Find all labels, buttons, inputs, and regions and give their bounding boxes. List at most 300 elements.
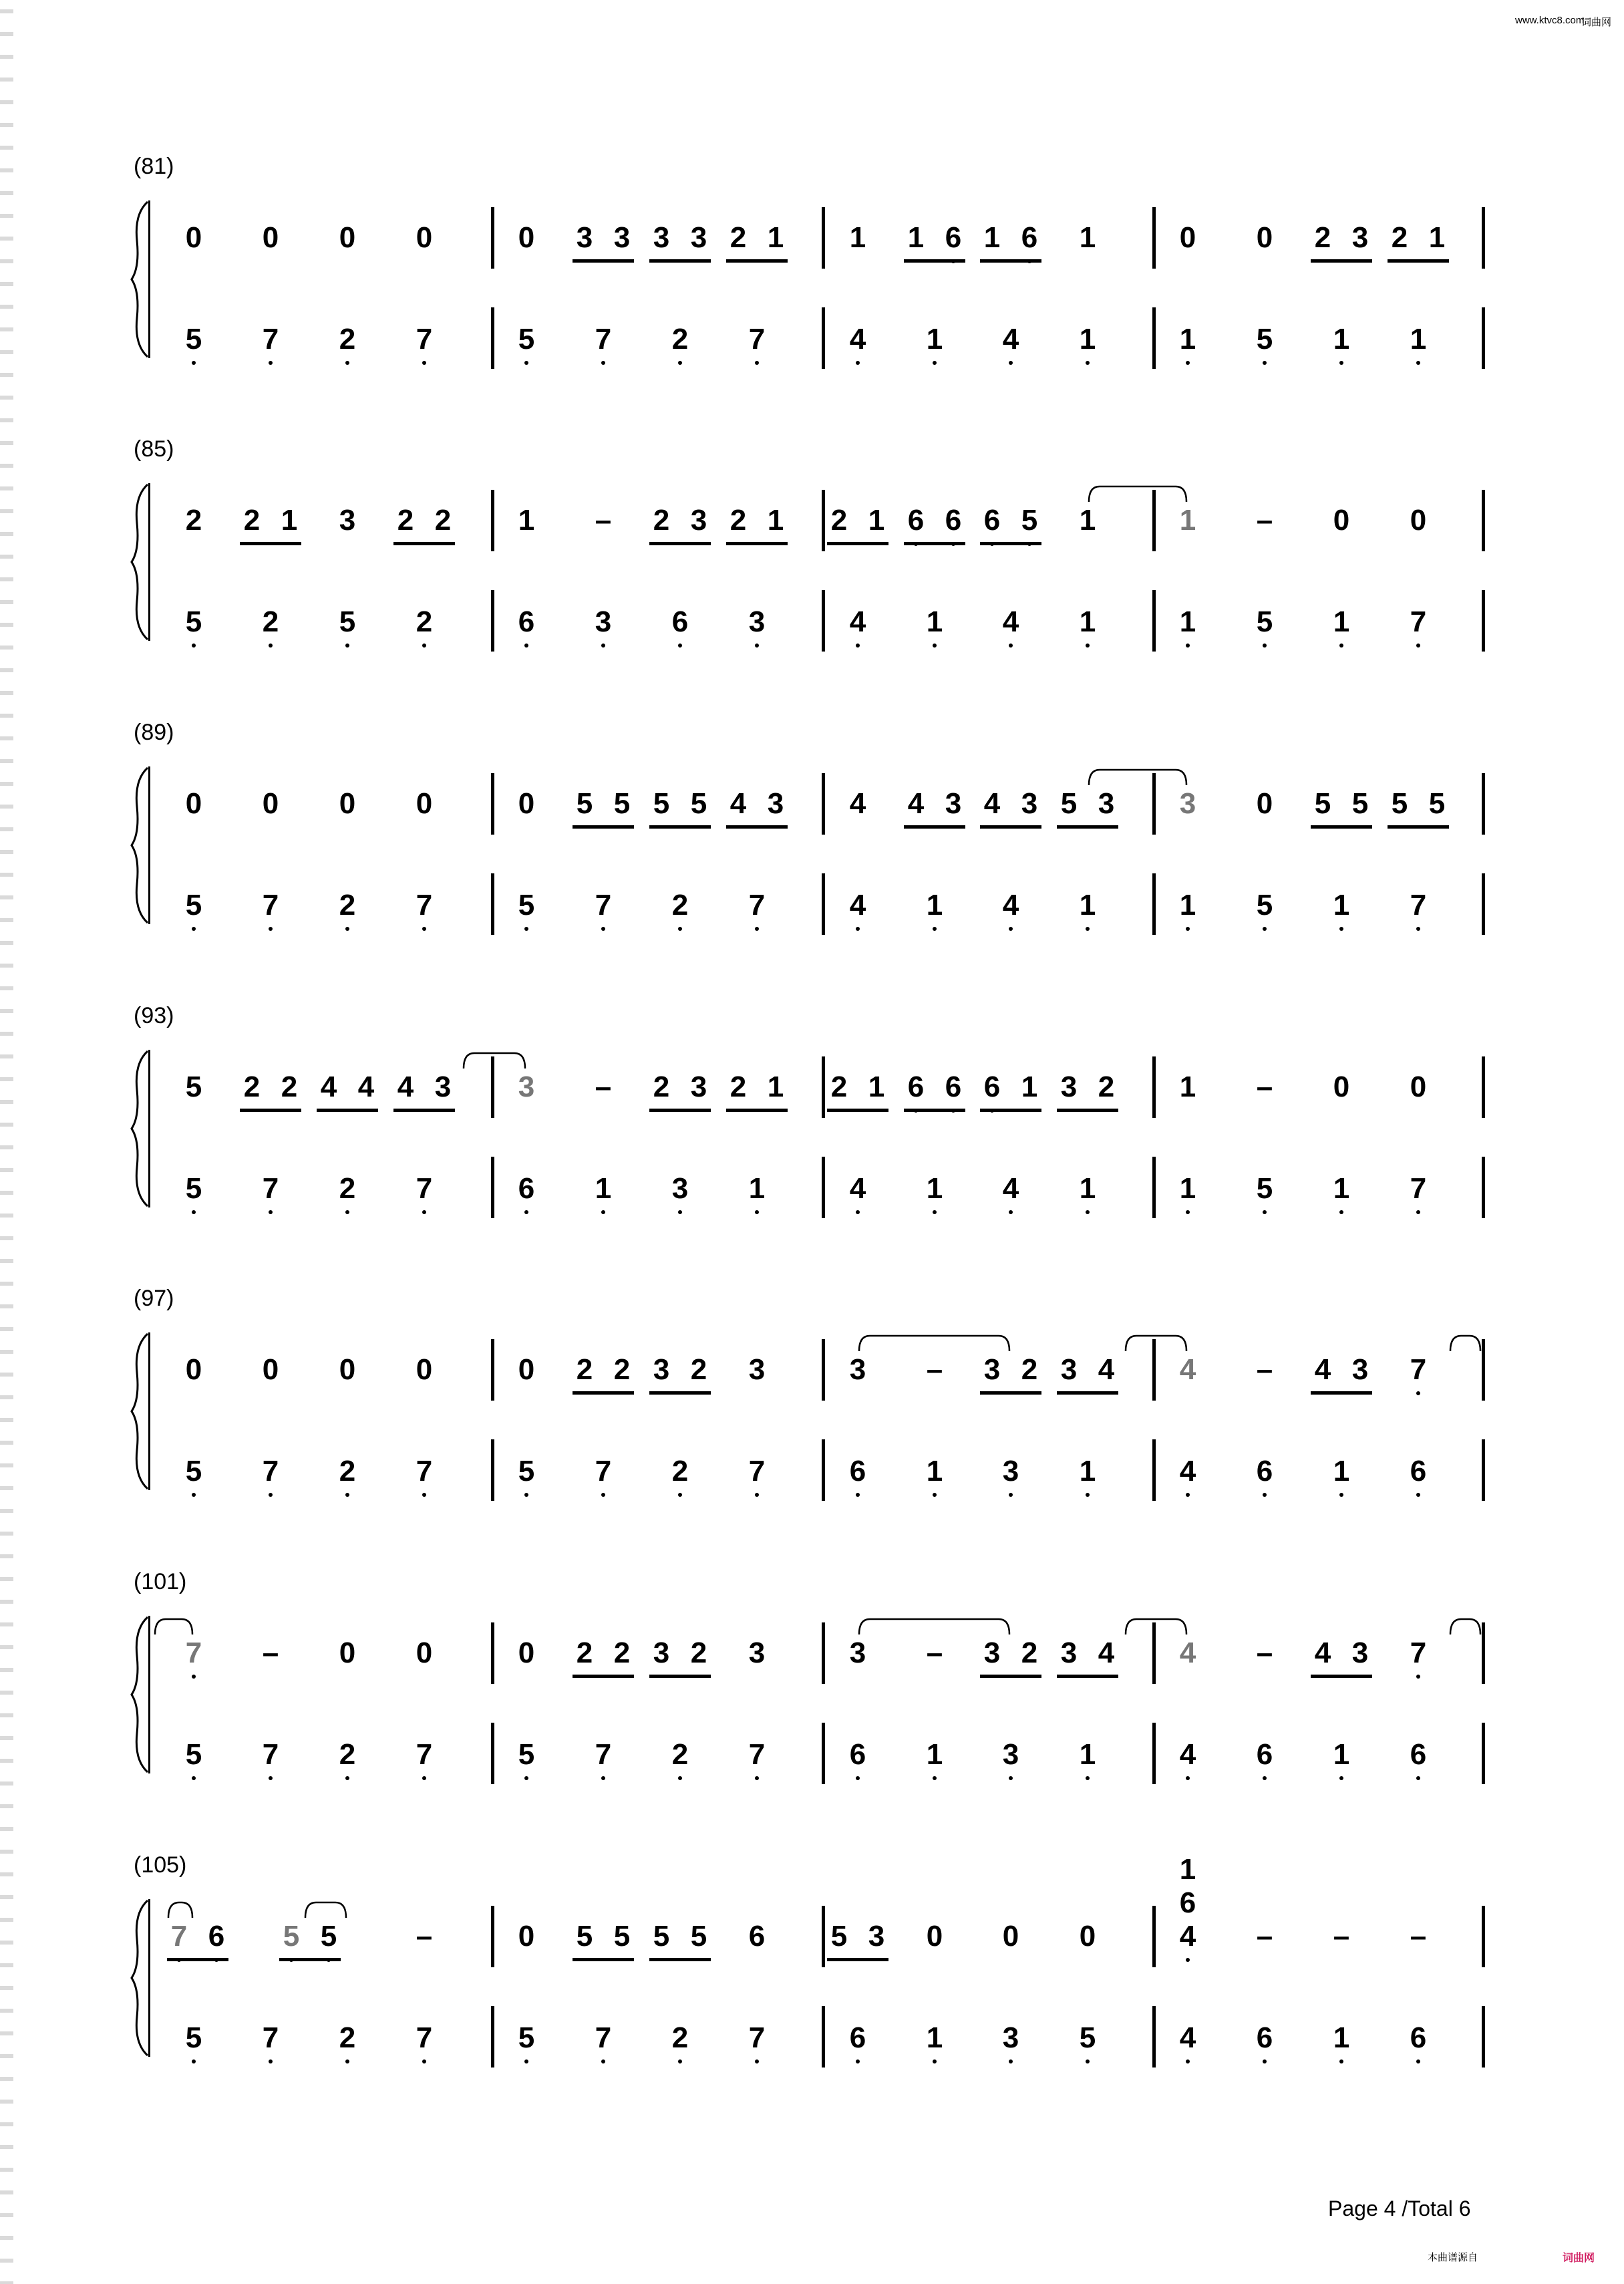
low-octave-dot	[1339, 1210, 1343, 1214]
note: 4	[320, 1070, 337, 1103]
low-octave-dot	[192, 927, 196, 931]
note: 4	[849, 1172, 866, 1205]
note: 6	[907, 1070, 925, 1103]
beam-underline	[279, 1958, 341, 1961]
low-octave-dot	[1009, 1776, 1013, 1780]
note: 1	[926, 1738, 943, 1771]
note: 1	[868, 1070, 885, 1103]
note: 0	[339, 787, 356, 820]
note: 1	[767, 1070, 784, 1103]
note: 2	[830, 1070, 848, 1103]
note: 2	[243, 1070, 261, 1103]
low-octave-dot	[1416, 1675, 1420, 1679]
note: 7	[748, 1455, 766, 1487]
low-octave-dot	[1186, 1210, 1190, 1214]
note: 2	[671, 2021, 689, 2054]
note: 2	[653, 504, 670, 537]
note: 3	[339, 504, 356, 537]
note: 4	[849, 323, 866, 355]
note: 1	[1333, 2021, 1350, 2054]
note: 5	[185, 1738, 202, 1771]
note: 2	[1021, 1353, 1038, 1386]
note: 4	[1002, 889, 1019, 921]
measure-number: (93)	[134, 1003, 174, 1028]
note: 2	[185, 504, 202, 537]
low-octave-dot	[1263, 1776, 1267, 1780]
low-octave-dot	[1086, 1776, 1090, 1780]
note: 3	[653, 221, 670, 254]
barline	[1482, 873, 1485, 935]
system-brace	[130, 766, 150, 924]
low-octave-dot	[345, 1776, 349, 1780]
note: 5	[185, 323, 202, 355]
note: 6	[518, 1172, 535, 1205]
note: 7	[416, 2021, 433, 2054]
low-octave-dot	[678, 1210, 682, 1214]
low-octave-dot	[345, 361, 349, 365]
beam-underline	[393, 1109, 455, 1112]
note: 5	[518, 1738, 535, 1771]
barline	[822, 1157, 825, 1218]
dash: –	[1256, 504, 1273, 537]
barline	[822, 307, 825, 369]
measure-number: (105)	[134, 1852, 187, 1878]
note: 3	[748, 1636, 766, 1669]
note: 2	[576, 1636, 593, 1669]
beam-underline	[573, 1675, 634, 1678]
beam-underline	[904, 542, 965, 545]
barline	[1152, 207, 1156, 269]
note: 2	[830, 504, 848, 537]
barline	[491, 1723, 494, 1784]
beam-underline	[827, 1958, 888, 1961]
note: 2	[671, 889, 689, 921]
dash: –	[1410, 1920, 1427, 1953]
note: 5	[613, 1920, 631, 1953]
note: 0	[1256, 221, 1273, 254]
barline	[822, 773, 825, 835]
note: 3	[613, 221, 631, 254]
note: 1	[849, 221, 866, 254]
note: 5	[1428, 787, 1446, 820]
low-octave-dot	[422, 1776, 426, 1780]
note: 5	[830, 1920, 848, 1953]
note: 5	[1079, 2021, 1096, 2054]
barline	[1482, 307, 1485, 369]
low-octave-dot	[524, 1493, 528, 1497]
note: 1	[1333, 323, 1350, 355]
note: 7	[1410, 1636, 1427, 1669]
note: 7	[262, 1172, 279, 1205]
barline	[1482, 590, 1485, 652]
low-octave-dot	[1339, 927, 1343, 931]
low-octave-dot	[1086, 2059, 1090, 2063]
dash: –	[595, 1070, 612, 1103]
note: 6	[671, 605, 689, 638]
note: 2	[690, 1353, 707, 1386]
note: 1	[518, 504, 535, 537]
beam-underline	[649, 542, 711, 545]
note: 4	[1179, 1636, 1196, 1669]
note: 7	[262, 1455, 279, 1487]
low-octave-dot	[601, 361, 605, 365]
low-octave-dot	[192, 1493, 196, 1497]
low-octave-dot	[1263, 927, 1267, 931]
note: 7	[1410, 1353, 1427, 1386]
low-octave-dot	[345, 1210, 349, 1214]
note: 2	[339, 2021, 356, 2054]
barline	[822, 590, 825, 652]
low-octave-dot	[345, 2059, 349, 2063]
note: 1	[1179, 1172, 1196, 1205]
note: 1	[907, 221, 925, 254]
beam-underline	[827, 542, 888, 545]
note: 1	[1179, 889, 1196, 921]
note: 1	[1079, 504, 1096, 537]
note: 5	[1021, 504, 1038, 537]
low-octave-dot	[1009, 2059, 1013, 2063]
note: 2	[243, 504, 261, 537]
note: 0	[1410, 504, 1427, 537]
note: 5	[1256, 1172, 1273, 1205]
low-octave-dot	[269, 927, 273, 931]
note: 7	[595, 323, 612, 355]
dash: –	[1256, 1636, 1273, 1669]
note: 7	[1410, 889, 1427, 921]
note: 0	[1002, 1920, 1019, 1953]
note: 1	[983, 221, 1001, 254]
low-octave-dot	[755, 2059, 759, 2063]
note: 2	[653, 1070, 670, 1103]
note: 7	[595, 2021, 612, 2054]
note: 1	[1333, 1455, 1350, 1487]
note: 3	[518, 1070, 535, 1103]
note: 2	[671, 1738, 689, 1771]
barline	[491, 207, 494, 269]
note: 1	[1079, 221, 1096, 254]
low-octave-dot	[1416, 1391, 1420, 1395]
beam-underline	[240, 1109, 301, 1112]
note: 4	[1179, 1738, 1196, 1771]
tie-arc	[1124, 1617, 1188, 1636]
note: 4	[849, 889, 866, 921]
note: 0	[1333, 504, 1350, 537]
note: 4	[1314, 1636, 1331, 1669]
note: 6	[945, 1070, 962, 1103]
dash: –	[1256, 1920, 1273, 1953]
low-octave-dot	[755, 1493, 759, 1497]
note: 0	[262, 221, 279, 254]
note: 1	[1079, 889, 1096, 921]
note: 5	[1314, 787, 1331, 820]
note: 5	[185, 889, 202, 921]
dash: –	[1333, 1920, 1350, 1953]
note: 5	[576, 1920, 593, 1953]
low-octave-dot	[1009, 1210, 1013, 1214]
tie-arc	[1088, 484, 1188, 503]
note: 0	[416, 1636, 433, 1669]
note: 1	[868, 504, 885, 537]
note: 5	[185, 1070, 202, 1103]
barline	[1152, 1157, 1156, 1218]
note: 4	[1179, 1353, 1196, 1386]
note: 4	[1002, 323, 1019, 355]
note: 4	[729, 787, 747, 820]
barline	[1482, 1056, 1485, 1118]
beam-underline	[980, 1391, 1041, 1395]
note: 3	[1179, 787, 1196, 820]
note: 3	[1060, 1636, 1078, 1669]
footer-site-name: 词曲网	[1563, 2253, 1595, 2264]
low-octave-dot	[856, 1493, 860, 1497]
low-octave-dot	[524, 2059, 528, 2063]
beam-underline	[726, 259, 788, 263]
barline	[1482, 1906, 1485, 1967]
dash: –	[926, 1636, 943, 1669]
barline	[1482, 1157, 1485, 1218]
note: 3	[1351, 1636, 1369, 1669]
system-brace	[130, 200, 150, 358]
site-name: 词曲网	[1581, 17, 1612, 28]
note: 3	[653, 1636, 670, 1669]
note: 3	[1002, 1455, 1019, 1487]
low-octave-dot	[678, 2059, 682, 2063]
low-octave-dot	[1086, 927, 1090, 931]
note: 3	[690, 504, 707, 537]
low-octave-dot	[1009, 361, 1013, 365]
low-octave-dot	[1186, 1493, 1190, 1497]
beam-underline	[573, 259, 634, 263]
low-octave-dot	[856, 1210, 860, 1214]
low-octave-dot	[601, 1776, 605, 1780]
low-octave-dot	[192, 1776, 196, 1780]
note: 3	[595, 605, 612, 638]
note: 6	[1256, 1738, 1273, 1771]
low-octave-dot	[1339, 2059, 1343, 2063]
note: 1	[1079, 1455, 1096, 1487]
tie-arc	[167, 1900, 194, 1919]
beam-underline	[649, 259, 711, 263]
note: 4	[1098, 1353, 1115, 1386]
note: 3	[1351, 221, 1369, 254]
note: 7	[595, 1738, 612, 1771]
note: 7	[748, 1738, 766, 1771]
low-octave-dot	[422, 927, 426, 931]
note: 5	[185, 1172, 202, 1205]
barline	[1482, 207, 1485, 269]
low-octave-dot	[1086, 644, 1090, 648]
low-octave-dot	[1416, 644, 1420, 648]
low-octave-dot	[601, 1493, 605, 1497]
low-octave-dot	[1186, 1776, 1190, 1780]
note: 4	[397, 1070, 414, 1103]
note: 7	[595, 1455, 612, 1487]
low-octave-dot	[524, 361, 528, 365]
note: 0	[185, 221, 202, 254]
beam-underline	[240, 542, 301, 545]
low-octave-dot	[1263, 1210, 1267, 1214]
system-brace	[130, 1050, 150, 1207]
note: 7	[748, 2021, 766, 2054]
note: 3	[748, 605, 766, 638]
tie-arc	[462, 1051, 526, 1070]
low-octave-dot	[269, 1776, 273, 1780]
note: 1	[748, 1172, 766, 1205]
note: 5	[339, 605, 356, 638]
low-octave-dot	[192, 361, 196, 365]
beam-underline	[1311, 825, 1372, 829]
note: 2	[339, 1738, 356, 1771]
note: 5	[185, 1455, 202, 1487]
note: 0	[518, 787, 535, 820]
note: 7	[262, 1738, 279, 1771]
note: 2	[1314, 221, 1331, 254]
note: 3	[767, 787, 784, 820]
low-octave-dot	[345, 927, 349, 931]
note: 5	[576, 787, 593, 820]
tie-arc	[858, 1334, 1011, 1352]
beam-underline	[904, 259, 965, 263]
note: 5	[283, 1920, 300, 1953]
note: 6	[849, 2021, 866, 2054]
low-octave-dot	[422, 2059, 426, 2063]
low-octave-dot	[601, 644, 605, 648]
dash: –	[262, 1636, 279, 1669]
note: 2	[434, 504, 452, 537]
low-octave-dot	[933, 361, 937, 365]
barline	[1152, 307, 1156, 369]
barline	[822, 1439, 825, 1501]
note: 3	[1060, 1070, 1078, 1103]
low-octave-dot	[524, 644, 528, 648]
low-octave-dot	[933, 1210, 937, 1214]
dash: –	[1256, 1070, 1273, 1103]
note: 2	[690, 1636, 707, 1669]
note: 6	[208, 1920, 225, 1953]
beam-underline	[726, 825, 788, 829]
note: 0	[1179, 221, 1196, 254]
barline	[491, 2006, 494, 2067]
tie-arc	[1088, 768, 1188, 787]
low-octave-dot	[1009, 1493, 1013, 1497]
low-octave-dot	[422, 1210, 426, 1214]
barline	[1152, 590, 1156, 652]
low-octave-dot	[192, 644, 196, 648]
note: 3	[671, 1172, 689, 1205]
note: 5	[653, 787, 670, 820]
note: 0	[416, 1353, 433, 1386]
note: 6	[1021, 221, 1038, 254]
dash: –	[595, 504, 612, 537]
note: 1	[1079, 1738, 1096, 1771]
note: 0	[518, 1920, 535, 1953]
barline	[491, 490, 494, 551]
low-octave-dot	[856, 1776, 860, 1780]
barline	[1152, 1056, 1156, 1118]
note: 2	[576, 1353, 593, 1386]
note: 6	[945, 504, 962, 537]
tie-arc	[1124, 1334, 1188, 1352]
low-octave-dot	[755, 644, 759, 648]
low-octave-dot	[601, 1210, 605, 1214]
beam-underline	[980, 1675, 1041, 1678]
note: 1	[1333, 1738, 1350, 1771]
barline	[1152, 1439, 1156, 1501]
beam-underline	[1311, 1675, 1372, 1678]
note: 2	[671, 323, 689, 355]
note: 3	[690, 221, 707, 254]
note: 2	[339, 323, 356, 355]
beam-underline	[726, 1109, 788, 1112]
beam-underline	[726, 542, 788, 545]
barline	[491, 1622, 494, 1684]
barline	[491, 773, 494, 835]
note: 3	[868, 1920, 885, 1953]
low-octave-dot	[269, 2059, 273, 2063]
barline	[491, 873, 494, 935]
low-octave-dot	[678, 361, 682, 365]
note: 2	[613, 1636, 631, 1669]
note: 7	[416, 1738, 433, 1771]
beam-underline	[649, 1958, 711, 1961]
note: 4	[849, 787, 866, 820]
barline	[822, 207, 825, 269]
barline	[1482, 1622, 1485, 1684]
low-octave-dot	[933, 1776, 937, 1780]
note: 1	[1179, 323, 1196, 355]
barline	[1482, 490, 1485, 551]
note: 7	[262, 323, 279, 355]
note: 2	[729, 1070, 747, 1103]
note: 6	[1256, 1455, 1273, 1487]
note: 5	[1351, 787, 1369, 820]
low-octave-dot	[678, 927, 682, 931]
note: 4	[1098, 1636, 1115, 1669]
note: 0	[1079, 1920, 1096, 1953]
system-brace	[130, 1899, 150, 2057]
note: 0	[185, 787, 202, 820]
low-octave-dot	[1086, 1493, 1090, 1497]
note: 5	[518, 889, 535, 921]
note: 3	[945, 787, 962, 820]
note: 3	[576, 221, 593, 254]
beam-underline	[904, 825, 965, 829]
barline	[491, 307, 494, 369]
note: 6	[518, 605, 535, 638]
barline	[822, 1622, 825, 1684]
barline	[1482, 1439, 1485, 1501]
note: 7	[262, 2021, 279, 2054]
note: 3	[1002, 1738, 1019, 1771]
note: 5	[1391, 787, 1408, 820]
low-octave-dot	[1186, 927, 1190, 931]
barline	[1152, 2006, 1156, 2067]
note: 5	[1256, 889, 1273, 921]
barline	[491, 1439, 494, 1501]
low-octave-dot	[933, 927, 937, 931]
low-octave-dot	[1339, 361, 1343, 365]
note: 0	[1410, 1070, 1427, 1103]
low-octave-dot	[1086, 1210, 1090, 1214]
page-number: Page 4 /Total 6	[1328, 2196, 1471, 2221]
low-octave-dot	[1416, 1210, 1420, 1214]
low-octave-dot	[755, 1210, 759, 1214]
note: 5	[185, 2021, 202, 2054]
system-brace	[130, 1616, 150, 1773]
low-octave-dot	[933, 644, 937, 648]
note: 2	[1021, 1636, 1038, 1669]
note: 3	[690, 1070, 707, 1103]
